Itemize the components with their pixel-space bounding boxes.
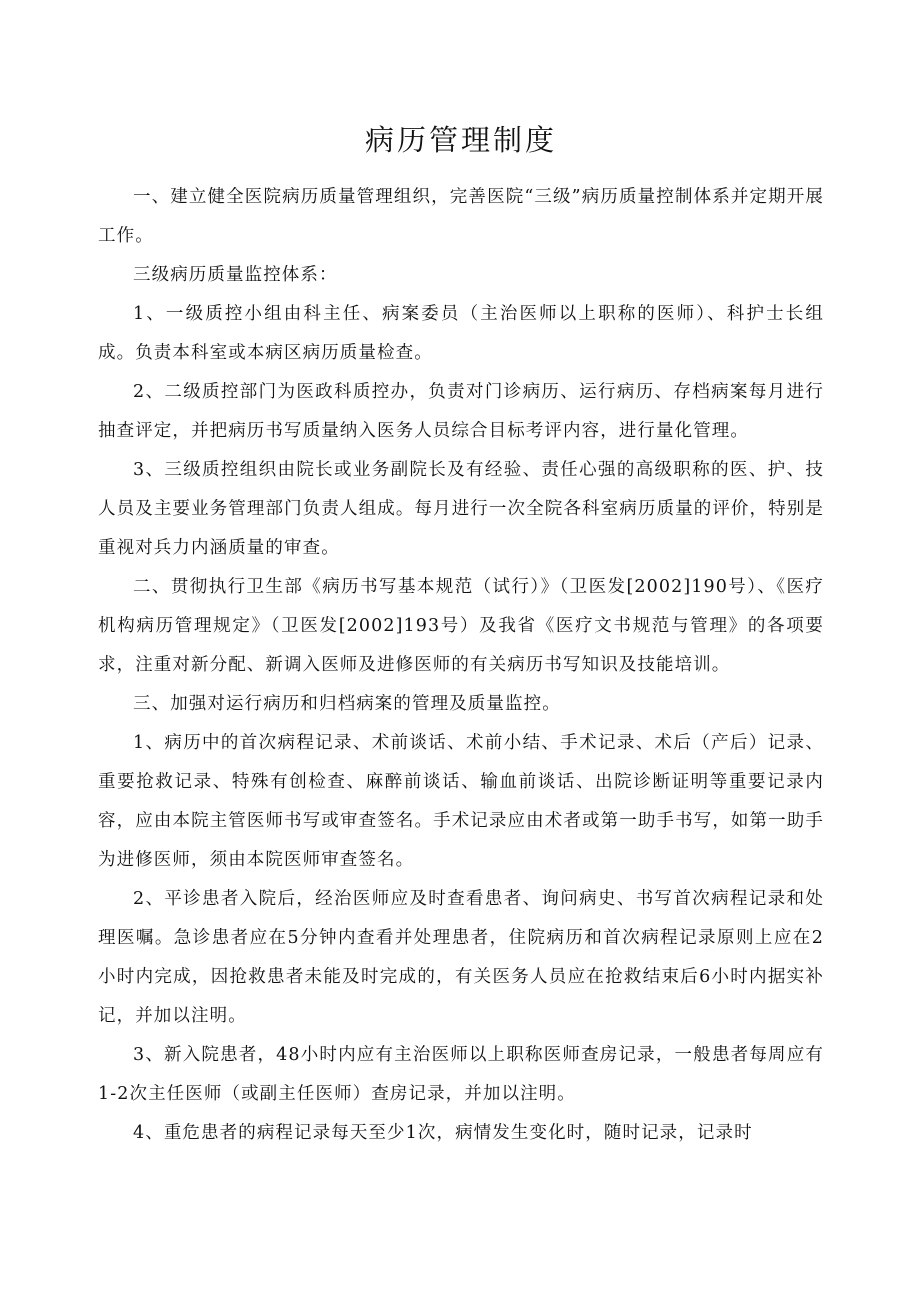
paragraph-8: 1、病历中的首次病程记录、术前谈话、术前小结、手术记录、术后（产后）记录、重要抢救记录、特殊有创检查、麻醉前谈话、输血前谈话、出院诊断证明等重要记录内容，应由本院主管医师书写或审查签名。手术记录应由术者或第一助手书写，如第一助手为进修医师，须由本院医师审查签名。 bbox=[98, 733, 824, 870]
paragraph-9: 2、平诊患者入院后，经治医师应及时查看患者、询问病史、书写首次病程记录和处理医嘱。急诊患者应在5分钟内查看并处理患者，住院病历和首次病程记录原则上应在2小时内完成，因抢救患者未能及时完成的，有关医务人员应在抢救结束后6小时内据实补记，并加以注明。 bbox=[98, 889, 824, 1026]
paragraph-3: 1、一级质控小组由科主任、病案委员（主治医师以上职称的医师）、科护士长组成。负责本科室或本病区病历质量检查。 bbox=[98, 304, 824, 363]
paragraph-1: 一、建立健全医院病历质量管理组织，完善医院“三级”病历质量控制体系并定期开展工作。 bbox=[98, 187, 824, 246]
paragraph-7: 三、加强对运行病历和归档病案的管理及质量监控。 bbox=[133, 694, 561, 714]
paragraph-5: 3、三级质控组织由院长或业务副院长及有经验、责任心强的高级职称的医、护、技人员及主要业务管理部门负责人组成。每月进行一次全院各科室病历质量的评价，特别是重视对兵力内涵质量的审查。 bbox=[98, 460, 824, 558]
paragraph-6: 二、贯彻执行卫生部《病历书写基本规范（试行）》（卫医发[2002]190号）、《医疗机构病历管理规定》（卫医发[2002]193号）及我省《医疗文书规范与管理》的各项要求，注重对新分配、新调入医师及进修医师的有关病历书写知识及技能培训。 bbox=[98, 577, 824, 675]
paragraph-10: 3、新入院患者，48小时内应有主治医师以上职称医师查房记录，一般患者每周应有1-2次主任医师（或副主任医师）查房记录，并加以注明。 bbox=[98, 1045, 824, 1104]
paragraph-4: 2、二级质控部门为医政科质控办，负责对门诊病历、运行病历、存档病案每月进行抽查评定，并把病历书写质量纳入医务人员综合目标考评内容，进行量化管理。 bbox=[98, 382, 824, 441]
document-body bbox=[98, 178, 824, 1153]
paragraph-2: 三级病历质量监控体系： bbox=[133, 265, 338, 285]
document-title: 病历管理制度 bbox=[364, 123, 557, 157]
paragraph-11: 4、重危患者的病程记录每天至少1次，病情发生变化时，随时记录，记录时 bbox=[133, 1123, 753, 1143]
